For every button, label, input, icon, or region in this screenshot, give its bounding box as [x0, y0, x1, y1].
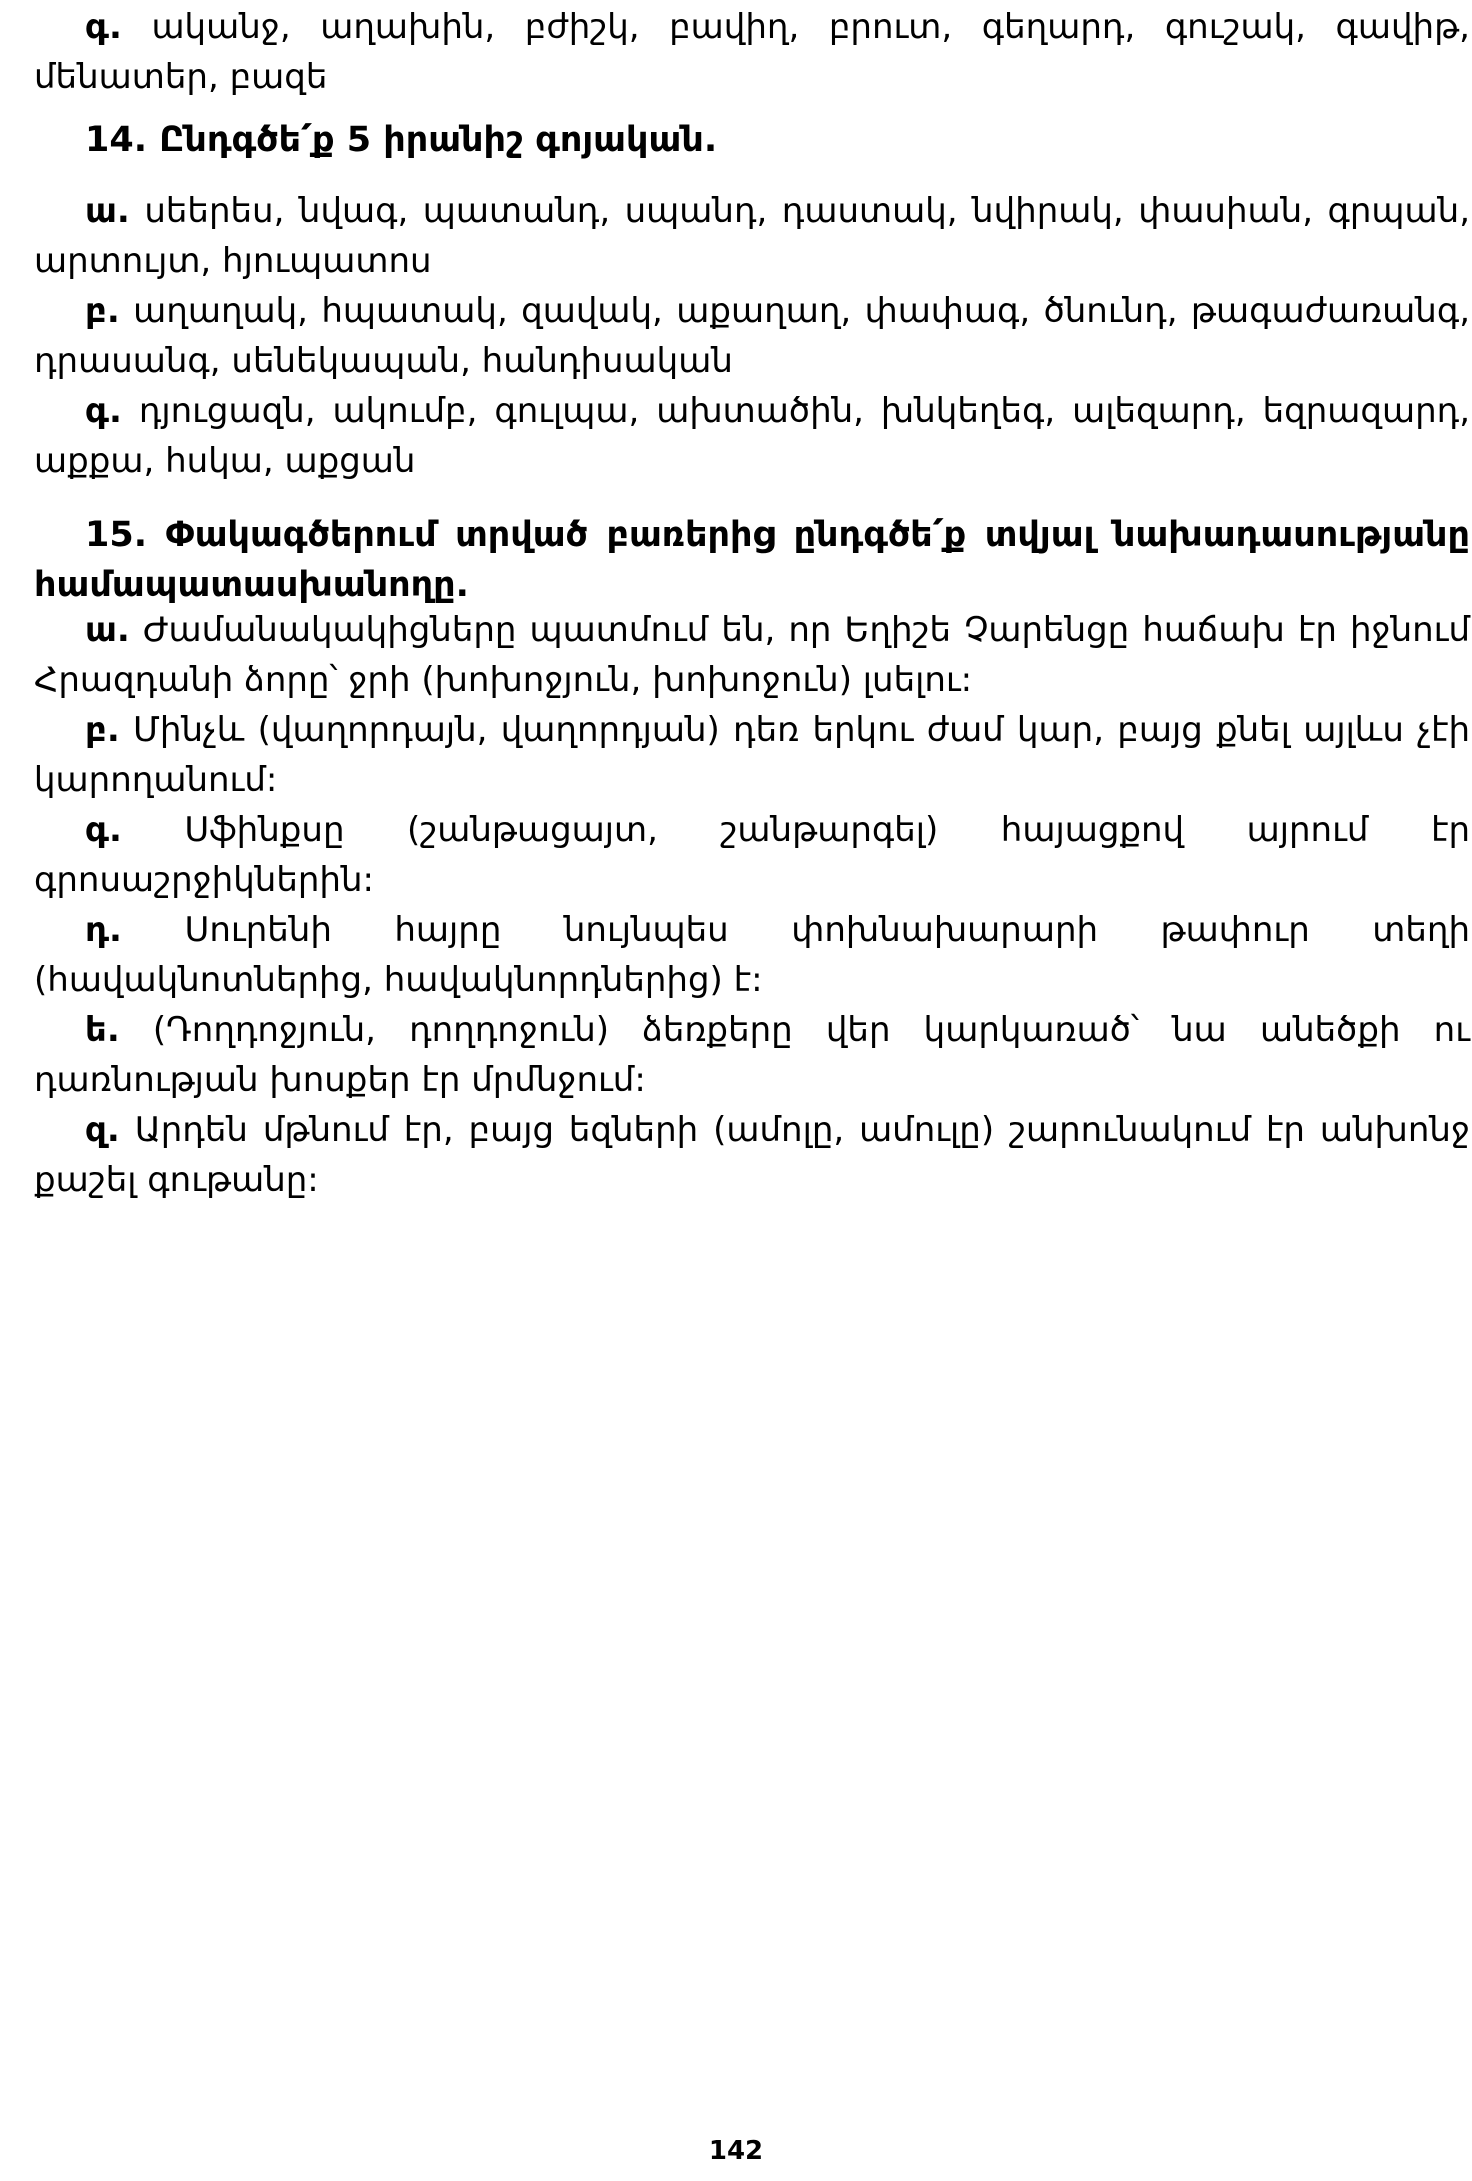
item-label: ե. [85, 1010, 120, 1050]
item-label: բ. [85, 291, 120, 331]
item-text: Սֆինքսը (շանթացայտ, շանթարգել) հայացքով այրում էր գրոսաշրջիկներին: [34, 810, 1470, 900]
item-label: զ. [85, 1110, 120, 1150]
item-text: Սուրենի հայրը նույնպես փոխնախարարի թափուր տեղի (հավակնոտներից, հավակնորդներից) է: [34, 910, 1471, 1000]
question-15-item-z [34, 1105, 1470, 1205]
item-text: Ժամանակակիցները պատմում են, որ Եղիշե Չարենցը հաճախ էր իջնում Հրազդանի ձորը՝ ջրի (խոխոջյուն, խոխոջուն) լսելու: [34, 610, 1470, 700]
question-15-heading: 15. Փակագծերում տրված բառերից ընդգծե՛ք տվյալ նախադասությանը համապատասխանողը. [34, 515, 1470, 605]
item-label: գ. [85, 391, 122, 431]
question-15-item-g [34, 805, 1470, 905]
question-14-heading: 14. Ընդգծե՛ք 5 իրանիշ գոյական. [85, 120, 718, 160]
item-label: ա. [85, 191, 130, 231]
question-15-item-b [34, 705, 1470, 805]
item-label: ա. [85, 610, 130, 650]
question-15-item-a [34, 605, 1470, 705]
item-text: Արդեն մթնում էր, բայց եզների (ամոլը, ամուլը) շարունակում էր անխոնջ քաշել գութանը: [34, 1110, 1470, 1200]
item-label: գ. [85, 810, 122, 850]
item-text: սեերես, նվագ, պատանդ, սպանդ, դաստակ, նվիրակ, փասիան, գրպան, արտույտ, հյուպատոս [34, 191, 1470, 281]
question-14-item-b [34, 286, 1470, 386]
page-number: 142 [708, 2136, 764, 2166]
item-label: դ. [85, 910, 122, 950]
question-14-item-g [34, 386, 1470, 486]
item-text: աղաղակ, հպատակ, զավակ, աքաղաղ, փափագ, ծնունդ, թագաժառանգ, դրասանգ, սենեկապան, հանդիսական [34, 291, 1471, 381]
question-15-item-d [34, 905, 1470, 1005]
section13-item-g [34, 2, 1470, 102]
item-text: (Դողդոջյուն, դողդոջուն) ձեռքերը վեր կարկառած՝ նա անեծքի ու դառնության խոսքեր էր մրմնջում: [34, 1010, 1470, 1100]
item-label: գ. [85, 7, 122, 47]
item-text: ականջ, աղախին, բժիշկ, բավիղ, բրուտ, գեղարդ, գուշակ, գավիթ, մենատեր, բազե [34, 7, 1470, 97]
question-14-item-a [34, 186, 1470, 286]
item-text: Մինչև (վաղորդայն, վաղորդյան) դեռ երկու ժամ կար, բայց քնել այլևս չէի կարողանում: [34, 710, 1471, 800]
item-text: դյուցազն, ակումբ, գուլպա, ախտածին, խնկեղեգ, ալեզարդ, եզրազարդ, աքքա, հսկա, աքցան [34, 391, 1471, 481]
question-15-item-e [34, 1005, 1470, 1105]
item-label: բ. [85, 710, 120, 750]
